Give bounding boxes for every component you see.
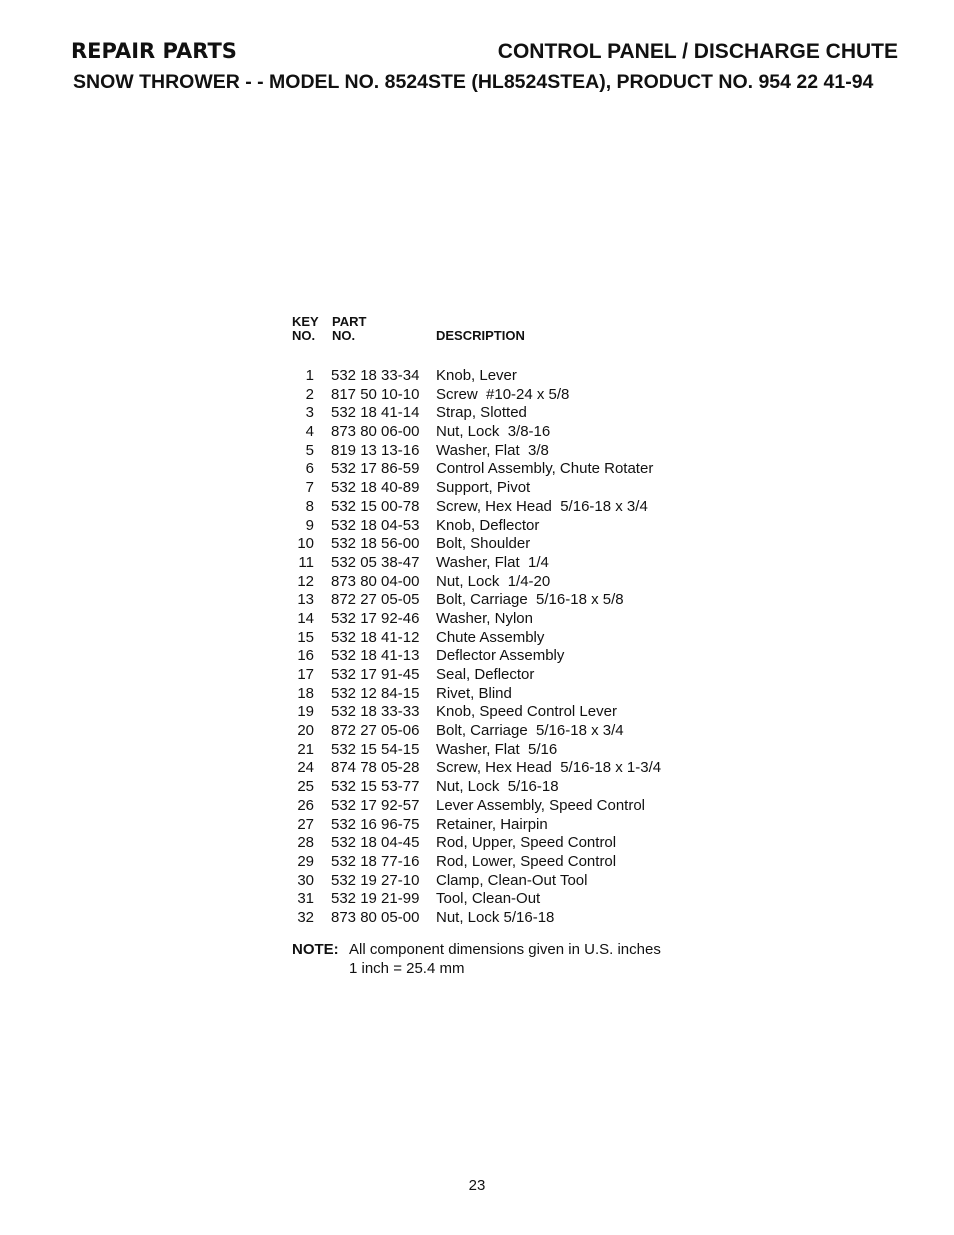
key-number: 16 xyxy=(297,647,314,665)
page-number: 23 xyxy=(468,1177,486,1194)
part-description: Rod, Lower, Speed Control xyxy=(436,852,617,870)
key-number: 10 xyxy=(297,535,314,553)
part-description: Support, Pivot xyxy=(436,479,531,497)
part-description: Screw #10-24 x 5/8 xyxy=(436,385,570,403)
part-description: Strap, Slotted xyxy=(436,404,527,422)
part-number: 817 50 10-10 xyxy=(331,385,420,403)
part-number: 532 18 41-14 xyxy=(331,404,420,422)
section-title: REPAIR PARTS xyxy=(71,39,237,63)
part-description: Seal, Deflector xyxy=(436,666,535,683)
part-description: Knob, Lever xyxy=(436,367,517,384)
page-title: CONTROL PANEL / DISCHARGE CHUTE xyxy=(497,40,898,63)
part-description: Nut, Lock 5/16-18 xyxy=(436,778,559,796)
part-description: Bolt, Carriage 5/16-18 x 5/8 xyxy=(436,591,624,609)
part-header-line2: NO. xyxy=(332,328,356,343)
part-description: Nut, Lock 5/16-18 xyxy=(436,908,555,926)
part-description: Screw, Hex Head 5/16-18 x 3/4 xyxy=(436,497,648,515)
part-number: 532 18 41-12 xyxy=(331,628,420,646)
part-number: 819 13 13-16 xyxy=(331,441,420,459)
part-description: Lever Assembly, Speed Control xyxy=(436,796,645,814)
key-number: 18 xyxy=(297,684,314,702)
key-number: 7 xyxy=(305,479,314,497)
part-number: 532 16 96-75 xyxy=(331,815,420,833)
key-number: 14 xyxy=(297,609,314,627)
part-number: 532 18 56-00 xyxy=(331,535,420,553)
part-number: 532 17 92-57 xyxy=(331,796,420,814)
part-number: 532 19 27-10 xyxy=(331,871,420,889)
part-number: 532 12 84-15 xyxy=(331,684,420,702)
part-number: 532 18 40-89 xyxy=(331,479,420,497)
part-description: Bolt, Shoulder xyxy=(436,535,531,553)
part-number: 532 15 53-77 xyxy=(331,778,420,796)
part-number: 532 15 00-78 xyxy=(331,497,420,515)
part-description: Knob, Deflector xyxy=(436,516,540,534)
key-number: 2 xyxy=(305,385,314,403)
part-number: 873 80 04-00 xyxy=(331,572,420,590)
part-description: Tool, Clean-Out xyxy=(436,890,541,908)
key-number: 13 xyxy=(297,591,314,609)
key-number: 25 xyxy=(297,778,314,796)
part-description: Washer, Flat 1/4 xyxy=(436,553,549,571)
part-description: Deflector Assembly xyxy=(436,647,565,665)
key-number: 9 xyxy=(305,516,314,534)
key-number: 24 xyxy=(297,759,314,777)
key-number: 20 xyxy=(297,722,314,740)
part-number: 532 18 33-34 xyxy=(331,367,420,384)
key-header-line1: KEY xyxy=(292,314,319,329)
note-line-1: All component dimensions given in U.S. inches xyxy=(349,941,661,958)
part-description: Washer, Flat 5/16 xyxy=(436,740,558,758)
key-number: 15 xyxy=(297,628,314,646)
key-number: 4 xyxy=(305,423,314,441)
part-no-header xyxy=(332,315,392,343)
key-number: 26 xyxy=(297,796,314,814)
part-description: Rivet, Blind xyxy=(436,684,512,702)
part-number: 873 80 06-00 xyxy=(331,423,420,441)
key-number: 32 xyxy=(297,908,314,926)
part-header-line1: PART xyxy=(332,314,367,329)
part-number: 532 17 91-45 xyxy=(331,666,420,683)
key-number: 8 xyxy=(305,497,314,515)
part-number: 873 80 05-00 xyxy=(331,908,420,926)
part-number: 532 19 21-99 xyxy=(331,890,420,908)
note-line-2: 1 inch = 25.4 mm xyxy=(349,960,465,977)
key-number: 27 xyxy=(297,815,314,833)
part-number: 532 17 86-59 xyxy=(331,460,420,478)
part-number: 532 18 04-53 xyxy=(331,516,420,534)
part-number: 532 18 33-33 xyxy=(331,703,420,721)
part-description: Nut, Lock 3/8-16 xyxy=(436,423,551,441)
part-number: 872 27 05-05 xyxy=(331,591,420,609)
key-header-line2: NO. xyxy=(292,328,316,343)
part-number: 532 17 92-46 xyxy=(331,609,420,627)
description-header: DESCRIPTION xyxy=(436,328,525,343)
key-number: 6 xyxy=(305,460,314,478)
part-description: Control Assembly, Chute Rotater xyxy=(436,460,654,478)
part-number: 532 05 38-47 xyxy=(331,553,420,571)
part-number: 874 78 05-28 xyxy=(331,759,420,777)
part-description: Retainer, Hairpin xyxy=(436,815,548,833)
key-no-header xyxy=(292,315,326,343)
part-number: 532 18 77-16 xyxy=(331,852,420,870)
part-number: 532 18 41-13 xyxy=(331,647,420,665)
note-label: NOTE: xyxy=(292,941,339,958)
key-number: 3 xyxy=(305,404,314,422)
part-description: Washer, Flat 3/8 xyxy=(436,441,549,459)
key-number: 11 xyxy=(298,553,314,571)
part-description: Screw, Hex Head 5/16-18 x 1-3/4 xyxy=(436,759,662,777)
key-number: 21 xyxy=(297,740,314,758)
part-number: 872 27 05-06 xyxy=(331,722,420,740)
part-description: Washer, Nylon xyxy=(436,609,533,627)
part-number: 532 18 04-45 xyxy=(331,834,420,852)
part-description: Rod, Upper, Speed Control xyxy=(436,834,617,852)
part-description: Chute Assembly xyxy=(436,628,545,646)
key-number: 1 xyxy=(305,367,314,384)
key-number: 12 xyxy=(297,572,314,590)
part-description: Clamp, Clean-Out Tool xyxy=(436,871,588,889)
part-number: 532 15 54-15 xyxy=(331,740,420,758)
key-number: 17 xyxy=(297,666,314,683)
model-subtitle: SNOW THROWER - - MODEL NO. 8524STE (HL8524STEA), PRODUCT NO. 954 22 41-94 xyxy=(73,71,874,93)
part-description: Knob, Speed Control Lever xyxy=(436,703,617,721)
key-number: 5 xyxy=(305,441,314,459)
key-number: 31 xyxy=(297,890,314,908)
key-number: 29 xyxy=(297,852,314,870)
part-description: Bolt, Carriage 5/16-18 x 3/4 xyxy=(436,722,624,740)
key-number: 28 xyxy=(297,834,314,852)
key-number: 30 xyxy=(297,871,314,889)
part-description: Nut, Lock 1/4-20 xyxy=(436,572,551,590)
key-number: 19 xyxy=(297,703,314,721)
